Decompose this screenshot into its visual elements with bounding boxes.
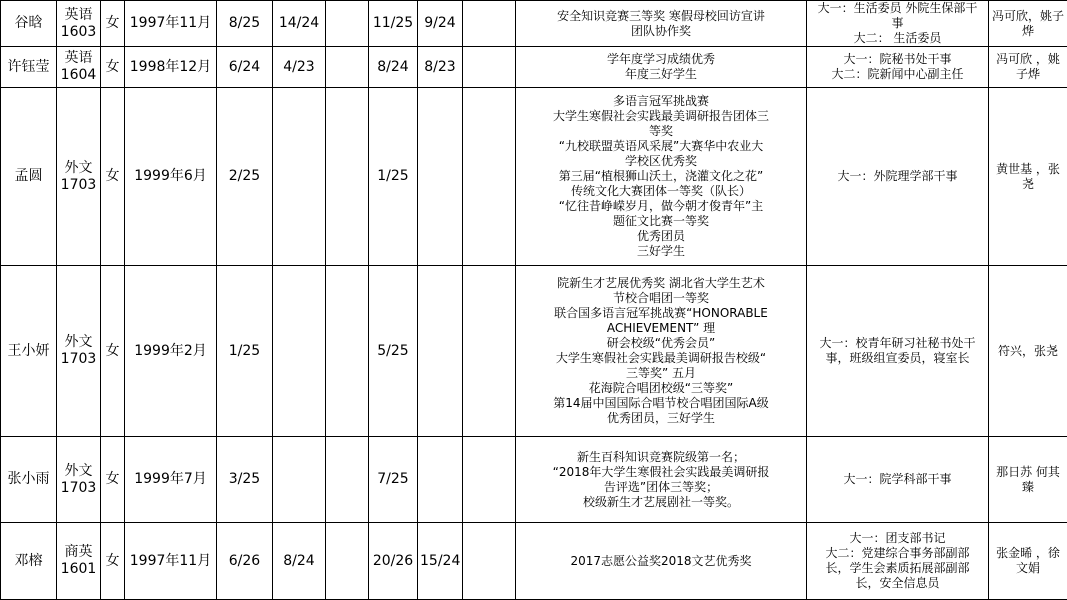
award-line: 三好学生 — [518, 244, 804, 259]
recommenders-cell: 张金晞 ，徐文娟 — [989, 523, 1067, 600]
score-cell: 6/24 — [217, 47, 273, 88]
score-cell — [326, 88, 369, 266]
duty-line: 大一：外院理学部干事 — [809, 169, 986, 184]
gender-cell: 女 — [101, 523, 125, 600]
table-row — [1, 47, 1067, 88]
name-cell: 王小妍 — [1, 266, 57, 437]
class-major: 英语 — [59, 7, 98, 24]
class-major: 外文 — [59, 160, 98, 177]
duties-cell — [807, 1, 989, 47]
score-cell — [273, 266, 326, 437]
score-cell: 1/25 — [217, 266, 273, 437]
score-cell: 8/24 — [273, 523, 326, 600]
score-cell — [326, 1, 369, 47]
duty-line: 事 — [809, 16, 986, 31]
duties-cell — [807, 523, 989, 600]
score-cell: 15/24 — [418, 523, 463, 600]
class-cell — [57, 1, 101, 47]
score-cell — [326, 47, 369, 88]
awards-cell — [516, 1, 807, 47]
class-number: 1703 — [59, 177, 98, 194]
duty-line: 事，班级组宣委员，寝室长 — [809, 351, 986, 366]
table-body — [1, 1, 1067, 600]
duty-line: 大一：院秘书处干事 — [809, 52, 986, 67]
name-cell: 谷晗 — [1, 1, 57, 47]
award-line: 花海院合唱团校级“三等奖” — [518, 381, 804, 396]
award-line: 等奖 — [518, 124, 804, 139]
award-line: 学校区优秀奖 — [518, 154, 804, 169]
award-line: 第14届中国国际合唱节校合唱团国际A级 — [518, 396, 804, 411]
class-major: 英语 — [59, 50, 98, 67]
awards-cell — [516, 266, 807, 437]
score-cell — [463, 523, 516, 600]
class-major: 外文 — [59, 334, 98, 351]
duties-cell — [807, 266, 989, 437]
award-line: ACHIEVEMENT” 理 — [518, 321, 804, 336]
score-cell: 7/25 — [369, 437, 418, 523]
gender-cell: 女 — [101, 266, 125, 437]
class-cell — [57, 523, 101, 600]
award-line: 告评选”团体三等奖； — [518, 480, 804, 495]
birth-cell: 1999年7月 — [125, 437, 217, 523]
recommenders-cell: 冯可欣 ，姚子烨 — [989, 47, 1067, 88]
duty-line: 大一：校青年研习社秘书处干 — [809, 336, 986, 351]
gender-cell: 女 — [101, 88, 125, 266]
class-number: 1601 — [59, 561, 98, 578]
score-cell — [418, 437, 463, 523]
birth-cell: 1998年12月 — [125, 47, 217, 88]
class-number: 1603 — [59, 24, 98, 41]
score-cell: 2/25 — [217, 88, 273, 266]
score-cell: 8/23 — [418, 47, 463, 88]
score-cell — [463, 437, 516, 523]
award-line: “2018年大学生寒假社会实践最美调研报 — [518, 465, 804, 480]
score-cell: 1/25 — [369, 88, 418, 266]
recommenders-cell: 黄世基 ，张尧 — [989, 88, 1067, 266]
gender-cell: 女 — [101, 437, 125, 523]
duty-line: 大一：团支部书记 — [809, 531, 986, 546]
awards-cell — [516, 88, 807, 266]
score-cell — [326, 523, 369, 600]
score-cell — [326, 437, 369, 523]
award-line: 多语言冠军挑战赛 — [518, 94, 804, 109]
score-cell: 8/25 — [217, 1, 273, 47]
score-cell: 3/25 — [217, 437, 273, 523]
score-cell: 6/26 — [217, 523, 273, 600]
birth-cell: 1999年6月 — [125, 88, 217, 266]
award-line: 传统文化大赛团体一等奖（队长） — [518, 184, 804, 199]
table-row — [1, 88, 1067, 266]
award-line: 校级新生才艺展剧社一等奖。 — [518, 495, 804, 510]
class-cell — [57, 47, 101, 88]
score-cell: 4/23 — [273, 47, 326, 88]
award-line: 节校合唱团一等奖 — [518, 291, 804, 306]
score-cell: 5/25 — [369, 266, 418, 437]
name-cell: 孟圆 — [1, 88, 57, 266]
class-number: 1604 — [59, 67, 98, 84]
score-cell — [463, 47, 516, 88]
table-row — [1, 437, 1067, 523]
duties-cell — [807, 88, 989, 266]
duty-line: 大一：院学科部干事 — [809, 472, 986, 487]
score-cell — [326, 266, 369, 437]
score-cell — [418, 266, 463, 437]
score-cell: 20/26 — [369, 523, 418, 600]
score-cell — [273, 437, 326, 523]
duty-line: 大二：院新闻中心副主任 — [809, 67, 986, 82]
award-line: 题征文比赛一等奖 — [518, 214, 804, 229]
awards-cell — [516, 523, 807, 600]
duty-line: 长，学生会素质拓展部副部 — [809, 561, 986, 576]
score-cell: 11/25 — [369, 1, 418, 47]
award-line: 学年度学习成绩优秀 — [518, 52, 804, 67]
gender-cell: 女 — [101, 1, 125, 47]
award-line: 研会校级“优秀会员” — [518, 336, 804, 351]
name-cell: 张小雨 — [1, 437, 57, 523]
recommenders-cell: 符兴，张尧 — [989, 266, 1067, 437]
score-cell — [463, 1, 516, 47]
class-major: 外文 — [59, 463, 98, 480]
duty-line: 大一：生活委员 外院生保部干 — [809, 1, 986, 16]
class-cell — [57, 266, 101, 437]
class-number: 1703 — [59, 480, 98, 497]
birth-cell: 1999年2月 — [125, 266, 217, 437]
class-major: 商英 — [59, 544, 98, 561]
award-line: 三等奖” 五月 — [518, 366, 804, 381]
birth-cell: 1997年11月 — [125, 1, 217, 47]
award-line: 安全知识竞赛三等奖 寒假母校回访宣讲 — [518, 9, 804, 24]
award-line: 优秀团员，三好学生 — [518, 411, 804, 426]
table-row — [1, 1, 1067, 47]
award-line: 第三届“植根狮山沃土，浇灌文化之花” — [518, 169, 804, 184]
name-cell: 许钰莹 — [1, 47, 57, 88]
award-line: 优秀团员 — [518, 229, 804, 244]
award-line: “九校联盟英语风采展”大赛华中农业大 — [518, 139, 804, 154]
score-cell — [463, 266, 516, 437]
class-cell — [57, 437, 101, 523]
score-cell — [418, 88, 463, 266]
class-cell — [57, 88, 101, 266]
duty-line: 长，安全信息员 — [809, 576, 986, 591]
score-cell: 8/24 — [369, 47, 418, 88]
duties-cell — [807, 437, 989, 523]
award-line: 新生百科知识竞赛院级第一名； — [518, 450, 804, 465]
name-cell: 邓榕 — [1, 523, 57, 600]
award-line: 联合国多语言冠军挑战赛“HONORABLE — [518, 306, 804, 321]
table-row — [1, 266, 1067, 437]
award-line: 年度三好学生 — [518, 67, 804, 82]
award-line: 院新生才艺展优秀奖 湖北省大学生艺术 — [518, 276, 804, 291]
recommenders-cell: 那日苏 何其臻 — [989, 437, 1067, 523]
gender-cell: 女 — [101, 47, 125, 88]
award-line: 大学生寒假社会实践最美调研报告校级“ — [518, 351, 804, 366]
birth-cell: 1997年11月 — [125, 523, 217, 600]
duty-line: 大二： 生活委员 — [809, 31, 986, 46]
award-line: 大学生寒假社会实践最美调研报告团体三 — [518, 109, 804, 124]
awards-cell — [516, 47, 807, 88]
award-line: 2017志愿公益奖2018文艺优秀奖 — [518, 554, 804, 569]
duties-cell — [807, 47, 989, 88]
recommenders-cell: 冯可欣，姚子烨 — [989, 1, 1067, 47]
table-row — [1, 523, 1067, 600]
awards-cell — [516, 437, 807, 523]
duty-line: 大二：党建综合事务部副部 — [809, 546, 986, 561]
score-cell: 9/24 — [418, 1, 463, 47]
score-cell — [463, 88, 516, 266]
award-line: 团队协作奖 — [518, 24, 804, 39]
score-cell — [273, 88, 326, 266]
score-cell: 14/24 — [273, 1, 326, 47]
class-number: 1703 — [59, 351, 98, 368]
award-line: “忆往昔峥嵘岁月，做今朝才俊青年”主 — [518, 199, 804, 214]
